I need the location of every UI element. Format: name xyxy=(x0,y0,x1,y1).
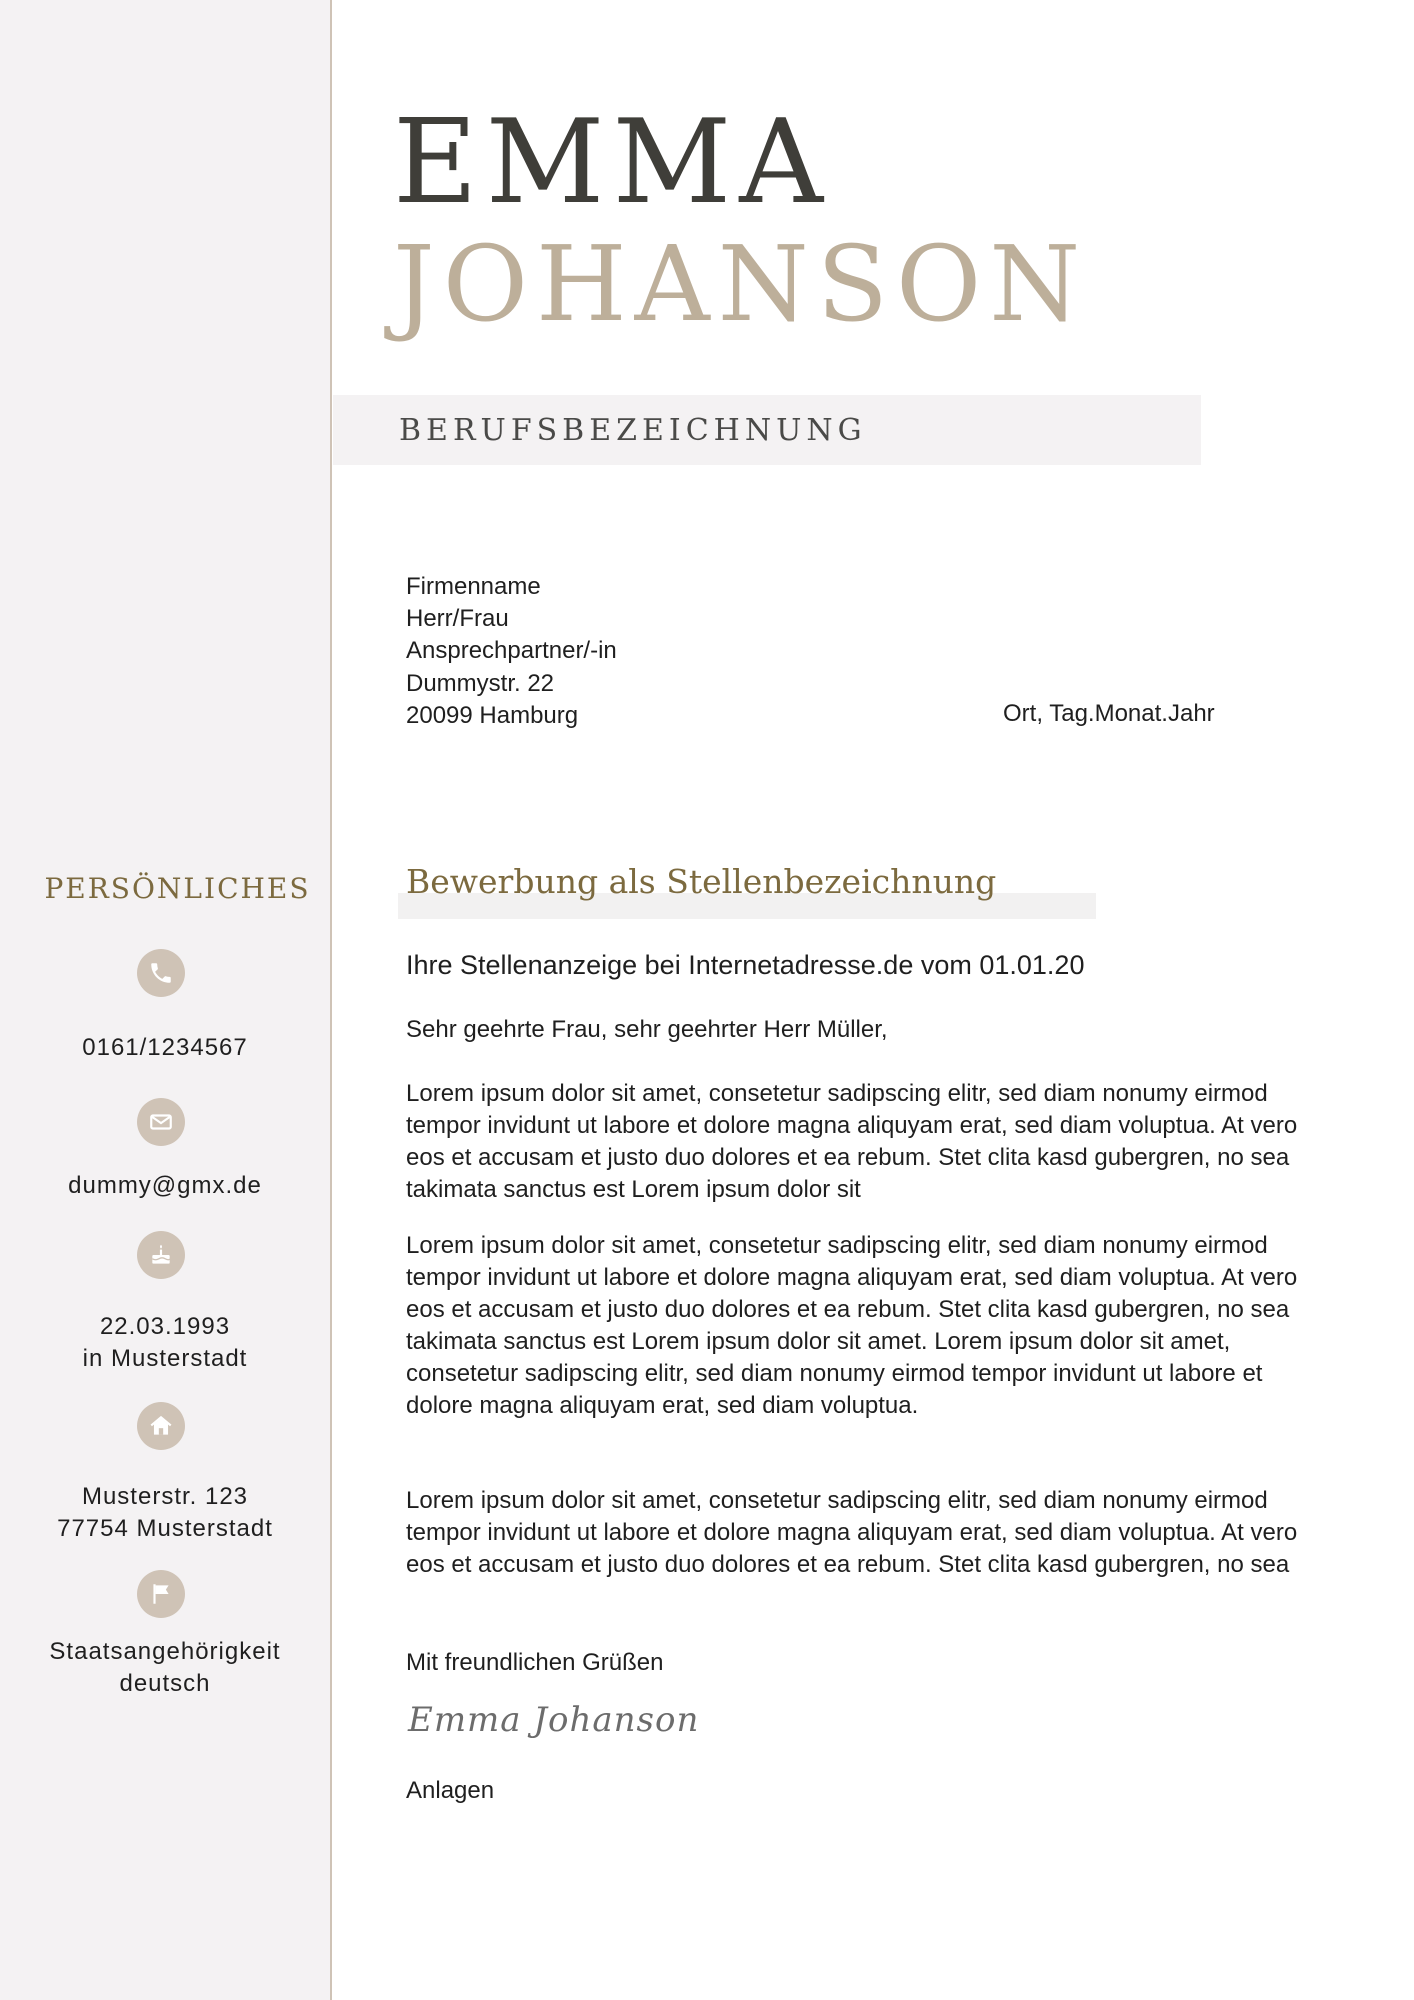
recipient-line: Dummystr. 22 xyxy=(406,669,555,697)
job-title-band xyxy=(333,395,1201,465)
closing: Mit freundlichen Grüßen xyxy=(406,1649,664,1676)
phone-icon xyxy=(137,949,185,997)
recipient-line: Ansprechpartner/-in xyxy=(406,637,617,665)
recipient-line: Firmenname xyxy=(406,573,541,600)
salutation: Sehr geehrte Frau, sehr geehrter Herr Müller, xyxy=(406,1016,888,1043)
letter-subject: Bewerbung als Stellenbezeichnung xyxy=(406,862,997,901)
birth-place: in Musterstadt xyxy=(82,1345,248,1372)
home-icon xyxy=(137,1402,185,1450)
birthday-cake-icon xyxy=(137,1231,185,1279)
first-name: EMMA xyxy=(393,95,831,230)
mail-icon xyxy=(137,1098,185,1146)
nationality-label: Staatsangehörigkeit xyxy=(49,1638,281,1665)
flag-icon xyxy=(137,1570,185,1618)
recipient-line: Herr/Frau xyxy=(406,605,509,633)
recipient-address xyxy=(406,571,617,732)
phone-number: 0161/1234567 xyxy=(82,1034,248,1061)
email-address: dummy@gmx.de xyxy=(68,1172,262,1199)
street-address: Musterstr. 123 xyxy=(81,1483,249,1510)
nationality-value: deutsch xyxy=(119,1670,211,1697)
sidebar xyxy=(0,0,332,2000)
last-name: JOHANSON xyxy=(393,223,1089,345)
paragraph-2: Lorem ipsum dolor sit amet, consetetur sadipscing elitr, sed diam nonumy eirmod tempor invidunt ut labore et dolore magna aliquyam erat, sed diam voluptua. At vero eos et accusam et justo duo dolores et ea rebum. Stet clita kasd gubergren, no sea takimata sanctus est Lorem ipsum dolor sit amet. Lorem ipsum dolor sit amet, consetetur sadipscing elitr, sed diam nonumy eirmod tempor invidunt ut labore et dolore magna aliquyam erat, sed diam voluptua. xyxy=(406,1232,1298,1419)
paragraph-1: Lorem ipsum dolor sit amet, consetetur sadipscing elitr, sed diam nonumy eirmod tempor invidunt ut labore et dolore magna aliquyam erat, sed diam voluptua. At vero eos et accusam et justo duo dolores et ea rebum. Stet clita kasd gubergren, no sea takimata sanctus est Lorem ipsum dolor sit xyxy=(406,1080,1298,1203)
attachments: Anlagen xyxy=(406,1777,495,1804)
job-ad-reference: Ihre Stellenanzeige bei Internetadresse.de vom 01.01.20 xyxy=(406,950,1085,980)
signature: Emma Johanson xyxy=(408,1700,700,1740)
birth-date: 22.03.1993 xyxy=(99,1313,231,1340)
recipient-line: 20099 Hamburg xyxy=(406,701,579,729)
personal-heading: PERSÖNLICHES xyxy=(44,872,311,905)
city-address: 77754 Musterstadt xyxy=(57,1515,273,1542)
paragraph-3: Lorem ipsum dolor sit amet, consetetur sadipscing elitr, sed diam nonumy eirmod tempor invidunt ut labore et dolore magna aliquyam erat, sed diam voluptua. At vero eos et accusam et justo duo dolores et ea rebum. Stet clita kasd gubergren, no sea xyxy=(406,1487,1298,1578)
job-title: BERUFSBEZEICHNUNG xyxy=(399,413,867,448)
place-date: Ort, Tag.Monat.Jahr xyxy=(1003,700,1215,727)
